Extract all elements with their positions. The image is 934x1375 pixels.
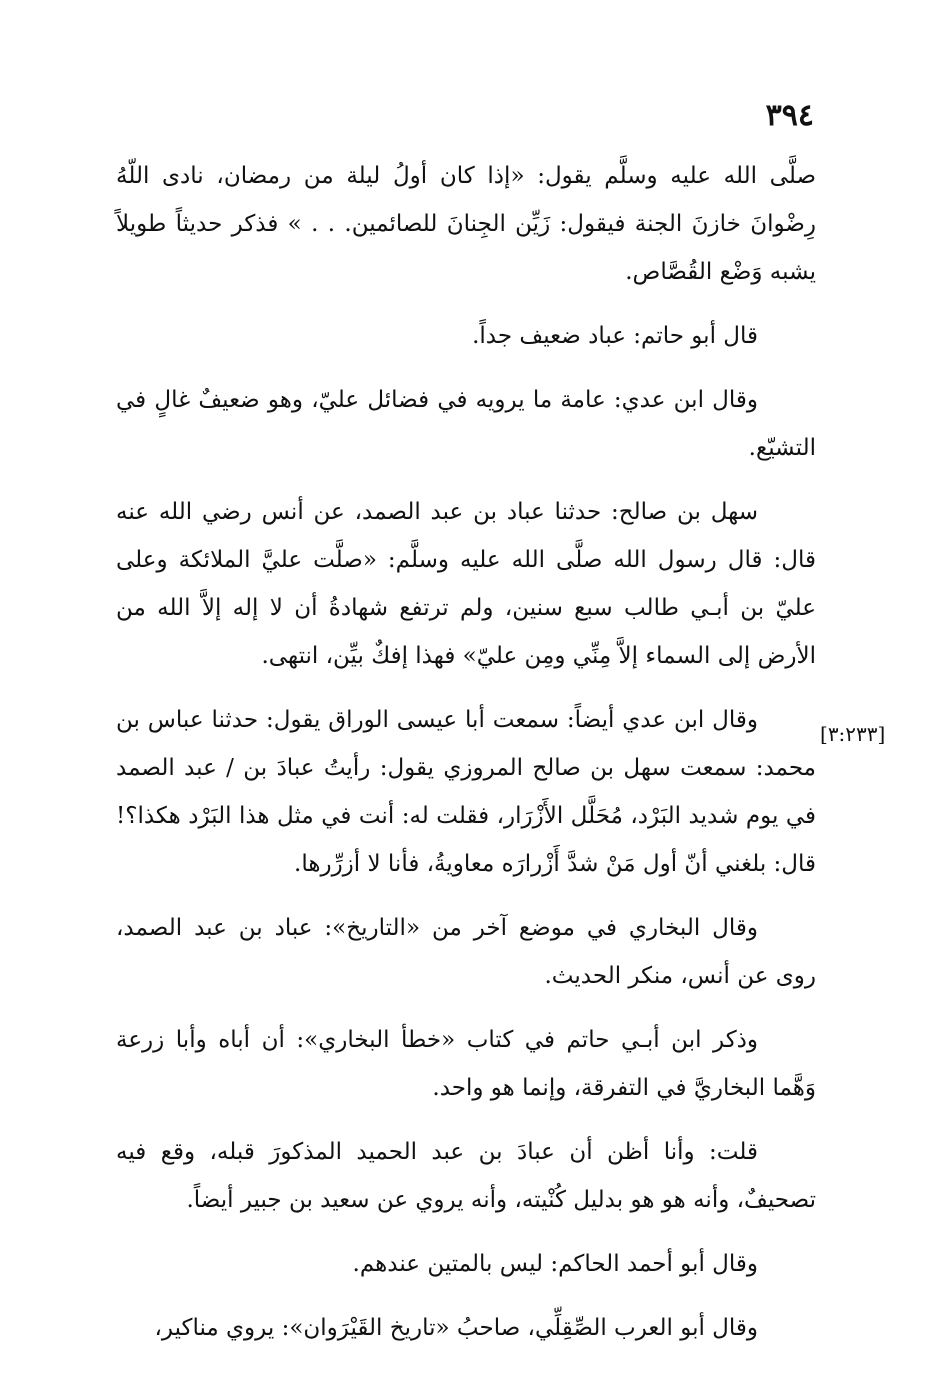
paragraph: قال أبو حاتم: عباد ضعيف جداً. <box>472 323 758 349</box>
paragraph: وقال أبو أحمد الحاكم: ليس بالمتين عندهم. <box>352 1251 758 1277</box>
paragraph: وقال البخاري في موضع آخر من «التاريخ»: عباد بن عبد الصمد، روى عن أنس، منكر الحديث. <box>116 915 816 989</box>
paragraph: وقال ابن عدي أيضاً: سمعت أبا عيسى الوراق يقول: حدثنا عباس بن محمد: سمعت سهل بن صالح المروزي يقول: رأيتُ عبادَ بن / عبد الصمد في يوم شديد البَرْد، مُحَلَّل الأَزْرَار، فقلت له: أنت في مثل هذا البَرْد هكذا؟! قال: بلغني أنّ أول مَنْ شدَّ أَزْرارَه معاويةُ، فأنا لا أزرِّرها. <box>116 707 816 877</box>
paragraph: وقال ابن عدي: عامة ما يرويه في فضائل عليّ، وهو ضعيفٌ غالٍ في التشيّع. <box>116 387 816 461</box>
paragraph: سهل بن صالح: حدثنا عباد بن عبد الصمد، عن أنس رضي الله عنه قال: قال رسول الله صلَّى الله عليه وسلَّم: «صلَّت عليَّ الملائكة وعلى عليّ بن أبـي طالب سبع سنين، ولم ترتفع شهادةُ أن لا إله إلاَّ الله من الأرض إلى السماء إلاَّ مِنِّي ومِن عليّ» فهذا إفكٌ بيِّن، انتهى. <box>116 499 816 669</box>
paragraph: صلَّى الله عليه وسلَّم يقول: «إذا كان أولُ ليلة من رمضان، نادى اللّهُ رِضْوانَ خازنَ الجنة فيقول: زَيِّن الجِنانَ للصائمين. . . » فذكر حديثاً طويلاً يشبه وَضْع القُصَّاص. <box>116 163 816 285</box>
paragraph: قلت: وأنا أظن أن عبادَ بن عبد الحميد المذكورَ قبله، وقع فيه تصحيفٌ، وأنه هو هو بدليل كُنْيته، وأنه يروي عن سعيد بن جبير أيضاً. <box>116 1139 816 1213</box>
margin-reference: [٣:٢٣٣] <box>820 722 886 746</box>
paragraph: وذكر ابن أبـي حاتم في كتاب «خطأ البخاري»: أن أباه وأبا زرعة وَهَّما البخاريَّ في التفرقة، وإنما هو واحد. <box>116 1027 816 1101</box>
body-text <box>116 152 816 1368</box>
paragraph: وقال أبو العرب الصِّقِلِّي، صاحبُ «تاريخ القَيْرَوان»: يروي مناكير، <box>154 1315 758 1341</box>
page-number: ٣٩٤ <box>765 98 814 133</box>
